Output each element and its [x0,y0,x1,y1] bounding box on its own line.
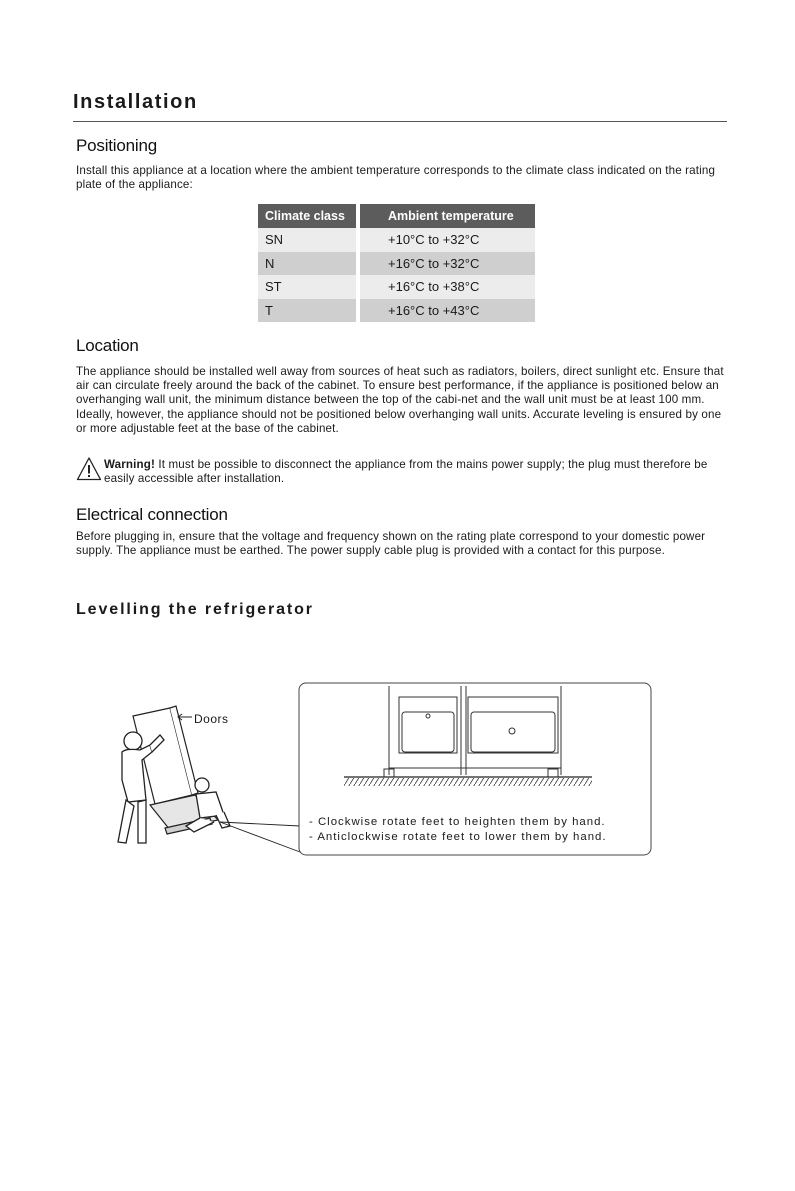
table-header: Ambient temperature [358,204,535,228]
table-cell: +16°C to +38°C [358,275,535,299]
warning-text [104,458,728,486]
table-cell: +10°C to +32°C [358,228,535,252]
table-cell: N [258,252,358,276]
table-cell: T [258,299,358,323]
location-heading: Location [76,336,139,355]
callout-line [220,822,300,852]
table-row [258,252,535,276]
levelling-note: - Anticlockwise rotate feet to lower them by hand. [309,831,607,843]
table-header-row [258,204,535,228]
table-cell: ST [258,275,358,299]
doors-arrow [178,714,192,720]
levelling-note: - Clockwise rotate feet to heighten them by hand. [309,816,606,828]
table-cell: +16°C to +43°C [358,299,535,323]
detail-panel [299,683,651,855]
levelling-heading: Levelling the refrigerator [76,601,314,618]
table-header: Climate class [258,204,358,228]
table-row [258,228,535,252]
positioning-heading: Positioning [76,136,157,155]
climate-class-table [258,204,535,322]
floor-hatch [344,778,592,786]
title-rule [73,121,727,122]
doors-label: Doors [194,712,229,726]
table-row [258,275,535,299]
positioning-text: Install this appliance at a location where the ambient temperature corresponds to the climate class indicated on the rating plate of the appliance: [76,164,716,192]
warning-label: Warning! [104,458,155,471]
electrical-heading: Electrical connection [76,505,228,524]
warning-icon [76,456,102,482]
warning-body: It must be possible to disconnect the appliance from the mains power supply; the plug must therefore be easily accessible after installation. [104,458,708,486]
location-text: The appliance should be installed well away from sources of heat such as radiators, boilers, direct sunlight etc. Ensure that air can circulate freely around the back of the cabinet. To ensure best performance, if the appliance is positioned below an overhanging wall unit, the minimum distance between the top of the cabi-net and the wall unit must be at least 100 mm. Ideally, however, the appliance should not be positioned below overhanging wall units. Accurate leveling is ensured by one or more adjustable feet at the base of the cabinet. [76,365,724,435]
table-cell: +16°C to +32°C [358,252,535,276]
table-row [258,299,535,323]
electrical-text: Before plugging in, ensure that the voltage and frequency shown on the rating plate correspond to your domestic power supply. The appliance must be earthed. The power supply cable plug is provided with a contact for this purpose. [76,530,706,558]
table-cell: SN [258,228,358,252]
callout-line [220,822,300,826]
section-title: Installation [73,91,198,113]
